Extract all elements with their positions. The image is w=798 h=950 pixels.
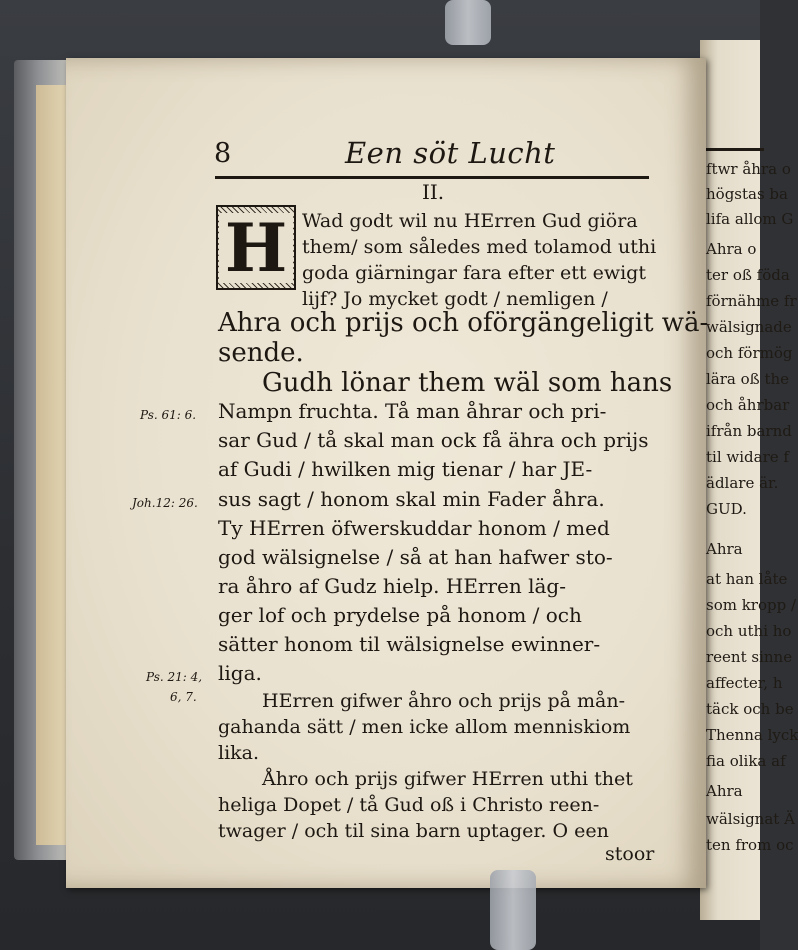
body-line: lijf? Jo mycket godt / nemligen / [302,288,608,310]
body-line: sätter honom til wälsignelse ewinner- [218,632,601,656]
page-number: 8 [214,138,232,169]
next-page-line: och uthi ho [706,622,792,640]
next-page-line: affecter, h [706,674,783,692]
next-page-line: högstas ba [706,185,788,203]
next-page-line: Ahra [706,782,743,800]
next-page-line: täck och be [706,700,794,718]
next-page-line: GUD. [706,500,747,518]
body-line: god wälsignelse / så at han hafwer sto- [218,545,613,569]
next-page-line: ädlare är. [706,474,779,492]
scanner-clip-top [445,0,491,45]
section-numeral: II. [422,180,445,204]
next-page-line: wälsignat Ä [706,810,795,828]
body-line: Gudh lönar them wäl som hans [262,368,673,398]
body-line: ger lof och prydelse på honom / och [218,603,582,627]
next-page-line: ftwr åhra o [706,160,791,178]
body-line: Ty HErren öfwerskuddar honom / med [218,516,610,540]
margin-reference: Joh.12: 26. [132,496,198,510]
body-line: them/ som således med tolamod uthi [302,236,657,258]
body-line: liga. [218,661,262,685]
next-page-line: reent sinne [706,648,793,666]
decorated-drop-cap [216,205,296,290]
next-page-line: Thenna lyck [706,726,798,744]
margin-reference: Ps. 61: 6. [140,408,197,422]
next-page-line: Ahra [706,540,743,558]
next-page-text [700,40,798,920]
body-line: Ahra och prijs och oförgängeligit wä- [218,308,709,338]
body-line: Wad godt wil nu HErren Gud giöra [302,210,638,232]
next-page-line: lära oß the [706,370,790,388]
body-line: sus sagt / honom skal min Fader åhra. [218,487,605,511]
body-line: lika. [218,742,260,764]
body-line: gahanda sätt / men icke allom menniskiom [218,716,631,738]
drop-cap-letter: H [219,213,293,283]
next-page-line: fia olika af [706,752,786,770]
body-line: heliga Dopet / tå Gud oß i Christo reen- [218,794,600,816]
next-page-line: til widare f [706,448,789,466]
body-line: goda giärningar fara efter ett ewigt [302,262,646,284]
running-title: Een söt Lucht [345,136,556,170]
next-page-line: at han låte [706,570,788,588]
next-page-line: förnähme fr [706,292,797,310]
scanner-clip-bottom [490,870,536,950]
next-page-line: som kropp / [706,596,797,614]
margin-reference: Ps. 21: 4, [146,670,203,684]
body-line: ra åhro af Gudz hielp. HErren läg- [218,574,566,598]
catchword: stoor [605,843,655,865]
next-page-line: lifa allom G [706,210,794,228]
body-line: Nampn fruchta. Tå man åhrar och pri- [218,399,607,423]
header-rule [215,176,649,179]
margin-reference: 6, 7. [170,690,197,704]
body-line: sende. [218,338,304,368]
body-line: sar Gud / tå skal man ock få ähra och prijs [218,428,649,452]
next-page-line: wälsignade [706,318,792,336]
next-page-line: ter oß föda [706,266,790,284]
next-page-line: ten from oc [706,836,794,854]
body-line: Åhro och prijs gifwer HErren uthi thet [262,768,633,790]
next-page-line: Ahra o [706,240,757,258]
next-page-line: och förmög [706,344,793,362]
body-line: twager / och til sina barn uptager. O een [218,820,609,842]
body-line: HErren gifwer åhro och prijs på mån- [262,690,626,712]
body-line: af Gudi / hwilken mig tienar / har JE- [218,457,593,481]
next-page-line: ifrån barnd [706,422,792,440]
next-page-line: och åhrbar [706,396,790,414]
